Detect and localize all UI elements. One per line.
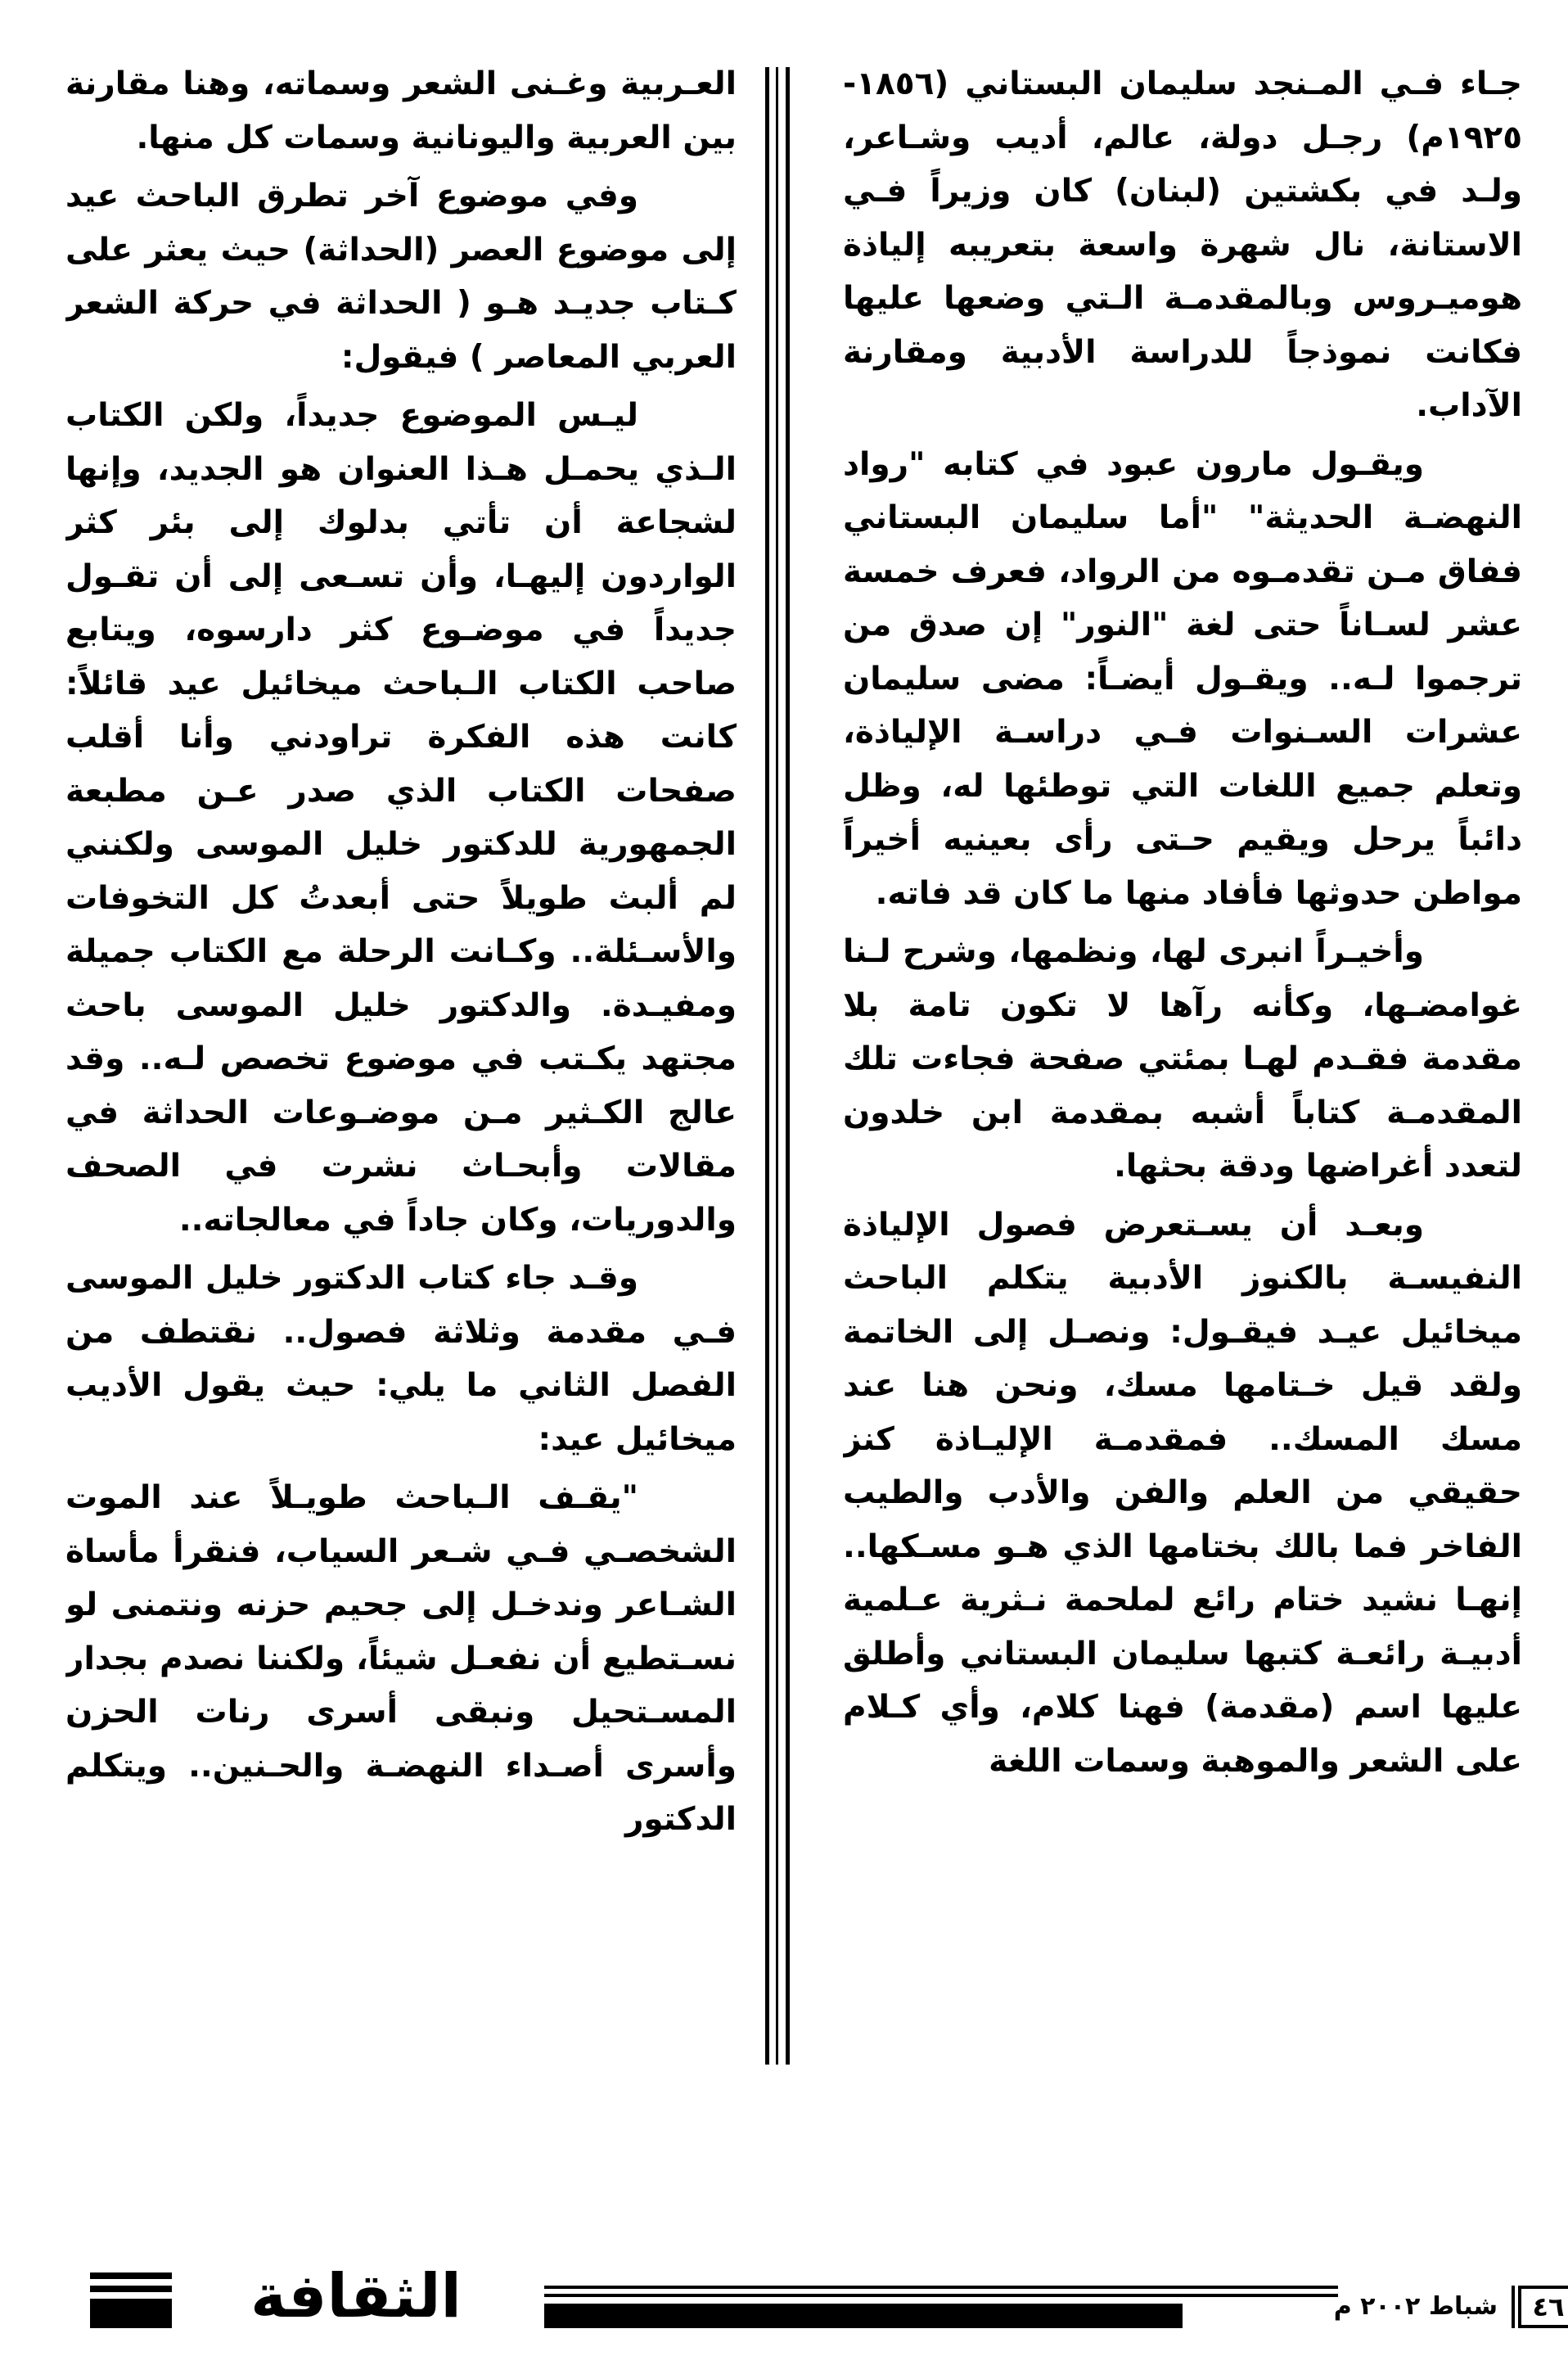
left-text-column: [65, 57, 737, 2071]
issue-date: شباط ٢٠٠٢ م: [1333, 2292, 1498, 2321]
column-divider-rule: [786, 67, 790, 2065]
footer-rule: [544, 2304, 1183, 2328]
paragraph: وفي موضوع آخر تطرق الباحث عيد إلى موضوع العصر (الحداثة) حيث يعثر على كـتاب جديـد هـو ( الحداثة في حركة الشعر العربي المعاصر ) فيقول:: [65, 178, 737, 376]
footer-decorative-bars: [90, 2272, 172, 2330]
paragraph: العـربية وغـنى الشعر وسماته، وهنا مقارنة بين العربية واليونانية وسمات كل منها.: [65, 65, 737, 156]
column-divider-rule: [765, 67, 769, 2065]
paragraph: وقـد جاء كتاب الدكتور خليل الموسى فـي مقدمة وثلاثة فصول.. نقتطف من الفصل الثاني ما يلي: حيث يقول الأديب ميخائيل عيد:: [65, 1260, 737, 1458]
magazine-masthead: الثقافة: [250, 2261, 462, 2331]
footer-rule: [544, 2286, 1338, 2289]
page-footer: [90, 2261, 1565, 2333]
paragraph: وبعـد أن يسـتعرض فصول الإلياذة النفيسـة بالكنوز الأدبية يتكلم الباحث ميخائيل عيـد فيقـول: ونصـل إلى الخاتمة ولقد قيل خـتامها مسك، ونحن هنا عند مسك المسك.. فمقدمـة الإليـاذة كنز حقيقي من العلم والفن والأدب والطيب الفاخر فما بالك بختامها الذي هـو مسـكها.. إنهـا نشيد ختام رائع لملحمة نـثرية عـلمية أدبيـة رائعـة كتبها سليمان البستاني وأطلق عليها اسم (مقدمة) فهنا كلام، وأي كـلام على الشعر والموهبة وسمات اللغة: [843, 1206, 1522, 1780]
paragraph: "يقـف الـباحث طويـلاً عند الموت الشخصـي فـي شـعر السياب، فنقرأ مأساة الشـاعر وندخـل إلى جحيم حزنه ونتمنى لو نسـتطيع أن نفعـل شيئاً، ولكننا نصدم بجدار المسـتحيل ونبقى أسرى رنات الحزن وأسرى أصـداء النهضـة والحـنين.. ويتكلم الدكتور: [65, 1479, 737, 1838]
column-divider-rule: [776, 67, 778, 2065]
paragraph: وأخيـراً انبرى لها، ونظمها، وشرح لـنا غوامضـها، وكأنه رآها لا تكون تامة بلا مقدمة فقـدم لهـا بمئتي صفحة فجاءت تلك المقدمـة كتاباً أشبه بمقدمة ابن خلدون لتعدد أغراضها ودقة بحثها.: [843, 933, 1522, 1185]
footer-rule: [544, 2294, 1338, 2297]
page-number: ٤٦: [1518, 2286, 1568, 2328]
paragraph: ليـس الموضوع جديداً، ولكن الكتاب الـذي يحمـل هـذا العنوان هو الجديد، وإنها لشجاعة أن تأتي بدلوك إلى بئر كثر الواردون إليهـا، وأن تسـعى إلى أن تقـول جديداً في موضـوع كثر دارسوه، ويتابع صاحب الكتاب الـباحث ميخائيل عيد قائلاً: كانت هذه الفكرة تراودني وأنا أقلب صفحات الكتاب الذي صدر عـن مطبعة الجمهورية للدكتور خليل الموسى ولكنني لم ألبث طويلاً حتى أبعدتُ كل التخوفات والأسـئلة.. وكـانت الرحلة مع الكتاب جميلة ومفيـدة. والدكتور خليل الموسى باحث مجتهد يكـتب في موضوع تخصص لـه.. وقد عالج الكـثير مـن موضـوعات الحداثة في مقالات وأبحـاث نشرت في الصحف والدوريات، وكان جاداً في معالجاته..: [65, 397, 737, 1239]
paragraph: ويقـول مارون عبود في كتابه "رواد النهضـة الحديثة" "أما سليمان البستاني ففاق مـن تقدمـوه من الرواد، فعرف خمسة عشر لسـاناً حتى لغة "النور" إن صدق من ترجموا لـه.. ويقـول أيضـاً: مضى سليمان عشرات السـنوات فـي دراسـة الإلياذة، وتعلم جميع اللغات التي توطئها له، وظل دائباً يرحل ويقيم حـتى رأى بعينيه أخيراً مواطن حدوثها فأفاد منها ما كان قد فاته.: [843, 445, 1522, 912]
right-text-column: [843, 57, 1522, 2071]
paragraph: جـاء فـي المـنجد سليمان البستاني (١٨٥٦- ١٩٢٥م) رجـل دولة، عالم، أديب وشـاعر، ولـد في بكشتين (لبنان) كان وزيراً فـي الاستانة، نال شهرة واسعة بتعريبه إلياذة هوميـروس وبالمقدمـة الـتي وضعها عليها فكانت نموذجاً للدراسة الأدبية ومقارنة الآداب.: [843, 65, 1522, 424]
